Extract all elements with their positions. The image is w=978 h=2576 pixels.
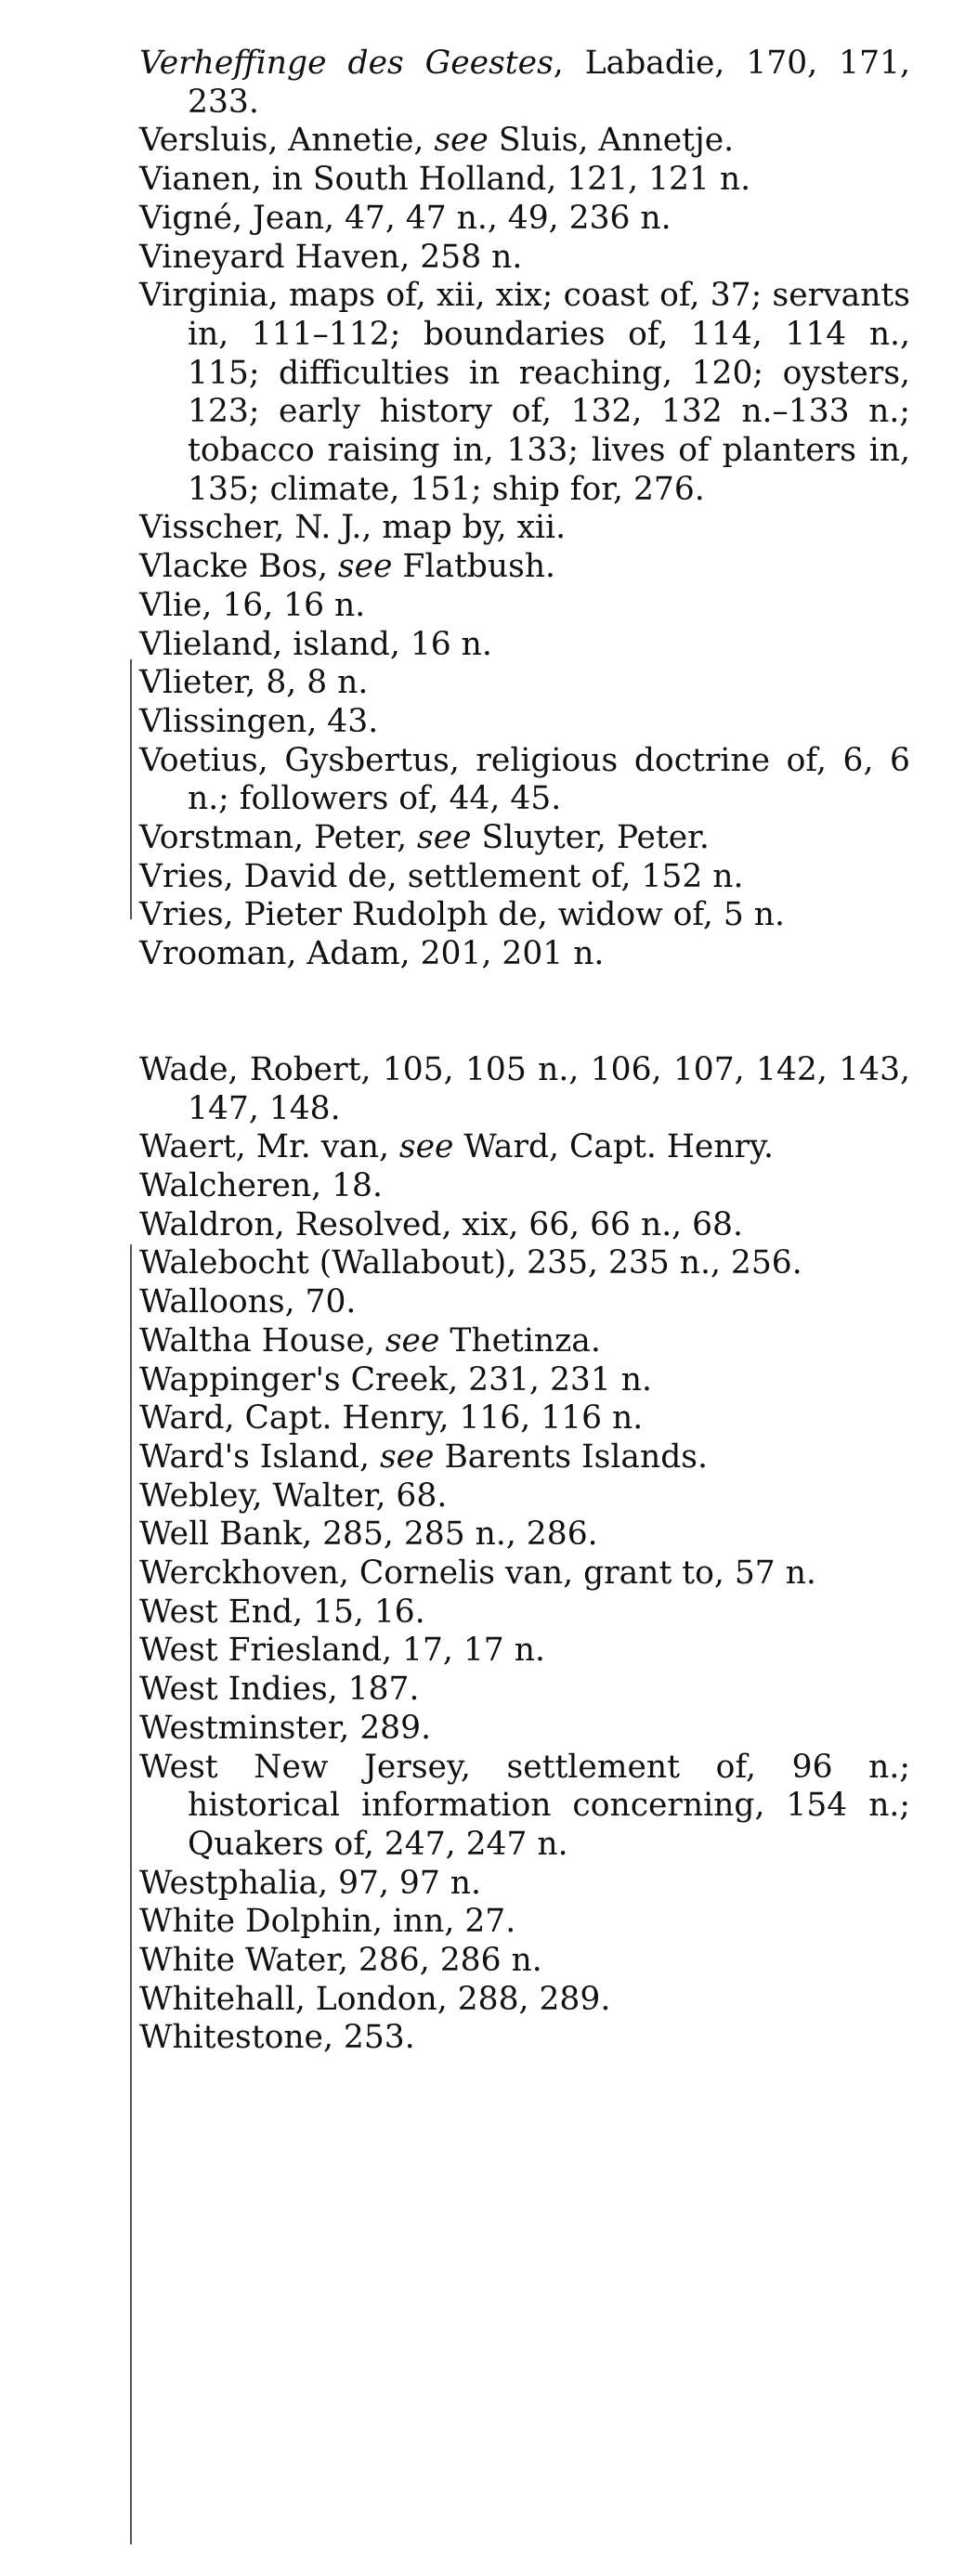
index-section-v [139,45,910,974]
index-entry [139,858,910,897]
entry-post-text: Thetinza. [439,1321,601,1360]
index-section-w [139,1051,910,2058]
entry-pre-text: Walcheren, 18. [139,1166,383,1204]
index-entry [139,1671,910,1710]
entry-pre-text: Visscher, N. J., map by, xii. [139,509,567,547]
entry-pre-text: Walebocht (Wallabout), 235, 235 n., 256. [139,1244,802,1282]
entry-italic-text: see [434,122,489,160]
entry-pre-text: Vries, Pieter Rudolph de, widow of, 5 n. [139,896,785,934]
entry-italic-text: see [398,1128,454,1166]
index-entry [139,277,910,509]
entry-post-text: Sluyter, Peter. [471,819,710,857]
entry-pre-text: Virginia, maps of, xii, xix; coast of, 37; servants in, 111–112; boundaries of, 114, 114 n., 115; difficulties in reaching, 120; oysters, 123; early history of, 132, 132 n.–133 n.; tobacco raising in, 133; lives of planters in, 135; climate, 151; ship for, 276. [139,277,910,508]
entry-pre-text: Well Bank, 285, 285 n., 286. [139,1516,598,1554]
entry-pre-text: Vrooman, Adam, 201, 201 n. [139,935,605,973]
entry-pre-text: Vorstman, Peter, [139,819,418,857]
index-entry [139,664,910,703]
entry-pre-text: Ward, Capt. Henry, 116, 116 n. [139,1399,644,1438]
index-entry [139,1361,910,1400]
entry-pre-text: Vlieter, 8, 8 n. [139,664,369,702]
entry-post-text: Barents Islands. [434,1438,708,1476]
index-entry [139,742,910,819]
index-entry [139,200,910,239]
margin-rule-top [130,659,132,919]
entry-post-text: Flatbush. [392,548,556,586]
entry-pre-text: Vries, David de, settlement of, 152 n. [139,857,744,895]
index-entry [139,1749,910,1865]
entry-post-text: , Labadie, 170, 171, 233. [188,45,910,121]
entry-pre-text: Ward's Island, [139,1438,380,1476]
entry-pre-text: West End, 15, 16. [139,1593,425,1631]
entry-pre-text: Vigné, Jean, 47, 47 n., 49, 236 n. [139,199,672,237]
entry-post-text: Ward, Capt. Henry. [453,1128,774,1166]
index-entry [139,1438,910,1477]
index-entry [139,1322,910,1361]
index-entry [139,1555,910,1594]
index-entry [139,1206,910,1245]
entry-pre-text: Werckhoven, Cornelis van, grant to, 57 n. [139,1555,816,1593]
entry-pre-text: Vlissingen, 43. [139,702,379,740]
entry-pre-text: Westphalia, 97, 97 n. [139,1864,481,1902]
index-entry [139,626,910,665]
entry-italic-text: see [379,1438,435,1476]
index-entry [139,1594,910,1633]
entry-pre-text: Waldron, Resolved, xix, 66, 66 n., 68. [139,1205,743,1243]
entry-post-text: Sluis, Annetje. [488,122,735,160]
entry-pre-text: Webley, Walter, 68. [139,1477,448,1515]
entry-italic-text: Verheffinge des Geestes [139,45,554,82]
entry-pre-text: White Dolphin, inn, 27. [139,1903,516,1941]
index-entry [139,239,910,278]
index-entry [139,1167,910,1206]
entry-pre-text: Wade, Robert, 105, 105 n., 106, 107, 142, 143, 147, 148. [139,1050,910,1127]
index-entry [139,1903,910,1942]
index-entry [139,1710,910,1749]
section-gap [139,974,910,1051]
entry-pre-text: Vlacke Bos, [139,548,338,586]
entry-pre-text: Walloons, 70. [139,1283,357,1321]
entry-italic-text: see [385,1321,440,1360]
index-page [139,45,910,2058]
index-entry [139,703,910,742]
entry-pre-text: Whitehall, London, 288, 289. [139,1980,611,2018]
entry-pre-text: Vlie, 16, 16 n. [139,586,366,624]
entry-pre-text: Vlieland, island, 16 n. [139,625,492,663]
index-entry [139,1051,910,1128]
index-entry [139,935,910,974]
index-entry [139,1942,910,1981]
entry-pre-text: Whitestone, 253. [139,2019,415,2057]
index-entry [139,1516,910,1555]
entry-pre-text: Waltha House, [139,1321,385,1360]
index-entry [139,1865,910,1904]
entry-pre-text: Wappinger's Creek, 231, 231 n. [139,1360,652,1399]
entry-pre-text: Versluis, Annetie, [139,122,435,160]
index-entry [139,122,910,161]
index-entry [139,1477,910,1516]
index-entry [139,1244,910,1283]
index-entry [139,161,910,200]
index-entry [139,548,910,587]
index-entry [139,1632,910,1671]
entry-pre-text: Vianen, in South Holland, 121, 121 n. [139,161,751,199]
entry-pre-text: Waert, Mr. van, [139,1128,399,1166]
entry-italic-text: see [417,819,472,857]
entry-pre-text: West New Jersey, settlement of, 96 n.; historical information concerning, 154 n.; Quakers of, 247, 247 n. [139,1748,910,1863]
index-entry [139,509,910,548]
index-entry [139,2019,910,2058]
entry-pre-text: Westminster, 289. [139,1709,432,1747]
entry-pre-text: White Water, 286, 286 n. [139,1942,542,1980]
index-entry [139,1399,910,1438]
entry-pre-text: West Indies, 187. [139,1671,420,1709]
entry-pre-text: West Friesland, 17, 17 n. [139,1632,545,1670]
index-entry [139,819,910,858]
index-entry [139,1981,910,2020]
index-entry [139,587,910,626]
index-entry [139,1283,910,1322]
entry-italic-text: see [337,548,393,586]
entry-pre-text: Vineyard Haven, 258 n. [139,238,523,276]
entry-pre-text: Voetius, Gysbertus, religious doctrine of, 6, 6 n.; followers of, 44, 45. [139,741,910,818]
index-entry [139,896,910,935]
margin-rule-bottom [130,1244,132,2544]
index-entry [139,45,910,122]
index-entry [139,1128,910,1167]
